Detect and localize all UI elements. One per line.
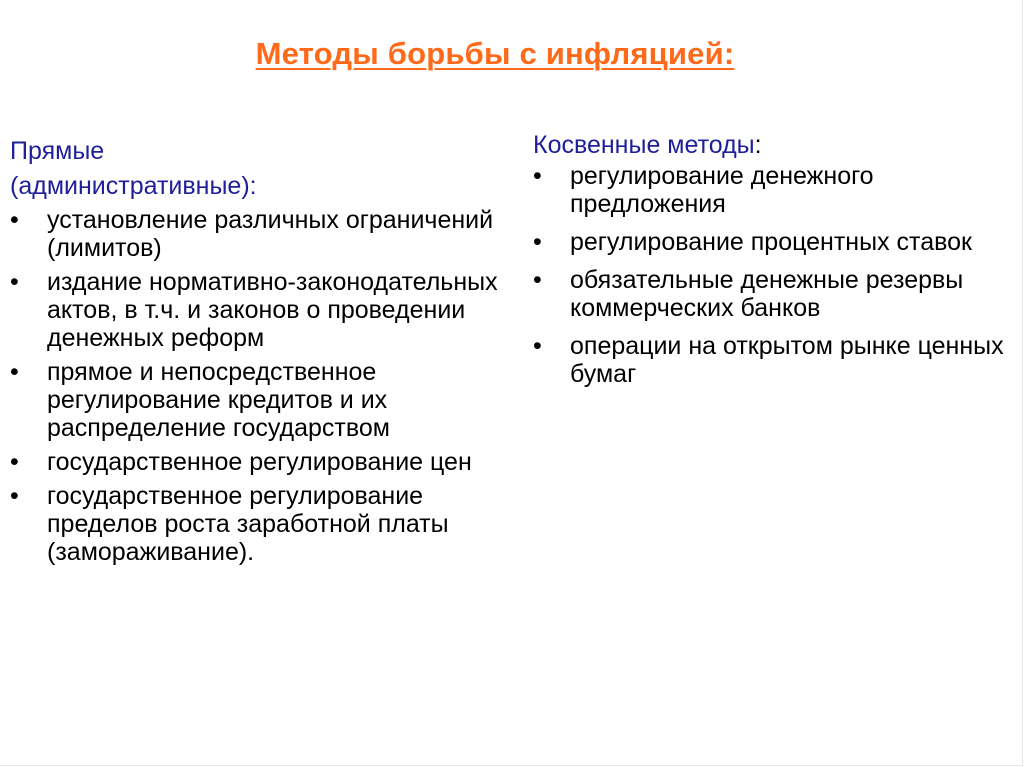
indirect-methods-column [533,131,1013,398]
indirect-methods-list [533,162,1013,388]
list-item-text: прямое и непосредственное регулирование кредитов и их распределение государством [47,358,390,442]
list-item-text: операции на открытом рынке ценных бумаг [570,332,1004,388]
direct-methods-heading-line2: (административные): [10,172,257,200]
list-item-text: регулирование процентных ставок [570,228,972,256]
list-item [533,228,1013,256]
list-item [10,206,500,262]
list-item [10,268,500,352]
list-item [533,332,1013,388]
direct-methods-heading [10,134,500,204]
bullet-icon: • [10,482,19,510]
direct-methods-list [10,206,500,566]
indirect-methods-heading-text: Косвенные методы [533,131,755,159]
bullet-icon: • [10,268,19,296]
heading-colon: : [754,131,762,159]
bullet-icon: • [533,332,542,360]
list-item [10,358,500,442]
slide-title: Методы борьбы с инфляцией: [255,36,735,71]
bullet-icon: • [10,358,19,386]
bullet-icon: • [533,266,542,294]
list-item [10,448,500,476]
direct-methods-heading-line1: Прямые [10,137,105,165]
list-item-text: государственное регулирование цен [47,448,472,476]
direct-methods-column [10,134,500,572]
bullet-icon: • [533,228,542,256]
bullet-icon: • [10,206,19,234]
list-item-text: государственное регулирование пределов роста заработной платы (замораживание). [47,482,449,566]
list-item [10,482,500,566]
list-item-text: издание нормативно-законодательных актов, в т.ч. и законов о проведении денежных реформ [47,268,498,352]
list-item-text: установление различных ограничений (лимитов) [47,206,494,262]
bullet-icon: • [533,162,542,190]
list-item-text: регулирование денежного предложения [570,162,874,218]
list-item [533,266,1013,322]
list-item-text: обязательные денежные резервы коммерческих банков [570,266,964,322]
indirect-methods-heading [533,131,1013,159]
list-item [533,162,1013,218]
bullet-icon: • [10,448,19,476]
